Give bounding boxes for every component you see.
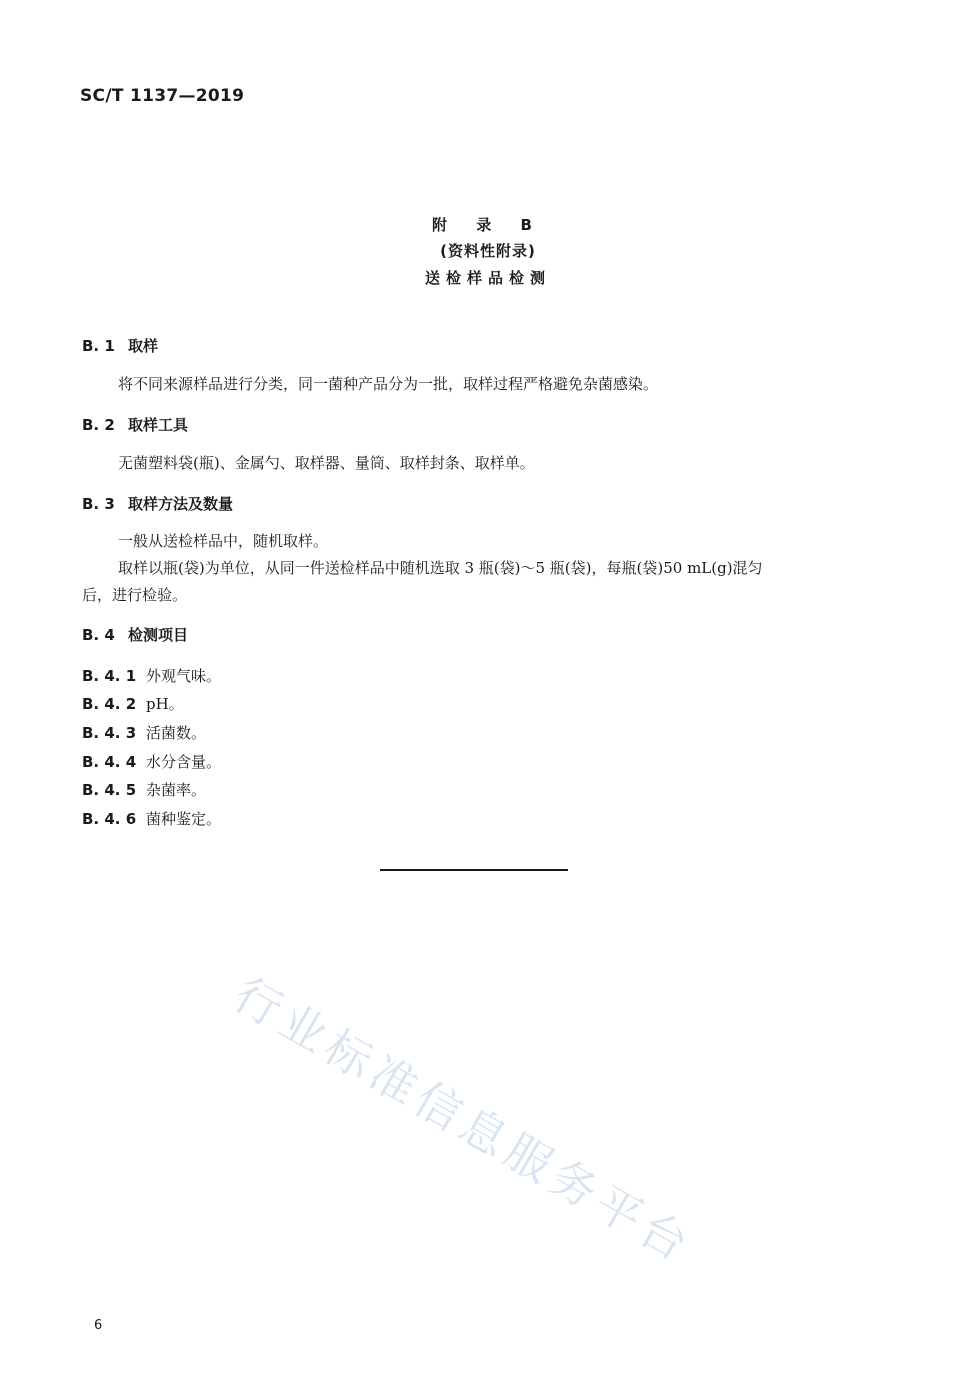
annex-name: 送检样品检测: [424, 269, 551, 287]
list-item: [82, 808, 221, 829]
item-text: 杂菌率。: [146, 781, 207, 799]
page-number: 6: [94, 1318, 103, 1333]
section-title: 取样工具: [128, 416, 189, 434]
item-number: B. 4. 4: [82, 753, 137, 771]
item-text: pH。: [146, 695, 184, 713]
item-text: 菌种鉴定。: [146, 810, 222, 828]
section-number: B. 1: [82, 337, 115, 355]
list-item: [82, 722, 206, 743]
item-text: 活菌数。: [146, 724, 207, 742]
section-text-b1: 将不同来源样品进行分类，同一菌种产品分为一批，取样过程严格避免杂菌感染。: [118, 375, 659, 393]
item-number: B. 4. 3: [82, 724, 137, 742]
list-item: [82, 751, 221, 772]
item-number: B. 4. 2: [82, 695, 137, 713]
standard-code: SC/T 1137—2019: [80, 86, 245, 106]
item-text: 水分含量。: [146, 753, 222, 771]
watermark: 行业标准信息服务平台: [225, 967, 703, 1274]
item-number: B. 4. 1: [82, 667, 137, 685]
section-text-b2: 无菌塑料袋(瓶)、金属勺、取样器、量筒、取样封条、取样单。: [118, 454, 535, 472]
section-text-b3-2: 取样以瓶(袋)为单位，从同一件送检样品中随机选取 3 瓶(袋)～5 瓶(袋)，每瓶(袋)50 mL(g)混匀: [118, 559, 763, 577]
section-heading-b3: [82, 493, 233, 514]
list-item: [82, 779, 206, 800]
section-title: 取样方法及数量: [128, 495, 234, 513]
item-number: B. 4. 5: [82, 781, 137, 799]
section-text-b3-2-cont: 后，进行检验。: [82, 586, 188, 604]
section-number: B. 2: [82, 416, 115, 434]
section-heading-b4: [82, 624, 188, 645]
annex-type: (资料性附录): [440, 242, 536, 260]
annex-title: 附 录 B: [432, 216, 544, 234]
section-number: B. 4: [82, 626, 115, 644]
section-title: 检测项目: [128, 626, 189, 644]
section-heading-b2: [82, 414, 188, 435]
end-rule: [380, 869, 568, 871]
section-title: 取样: [128, 337, 159, 355]
item-number: B. 4. 6: [82, 810, 137, 828]
section-number: B. 3: [82, 495, 115, 513]
list-item: [82, 665, 221, 686]
list-item: [82, 693, 184, 714]
section-text-b3-1: 一般从送检样品中，随机取样。: [118, 532, 329, 550]
item-text: 外观气味。: [146, 667, 222, 685]
section-heading-b1: [82, 335, 158, 356]
